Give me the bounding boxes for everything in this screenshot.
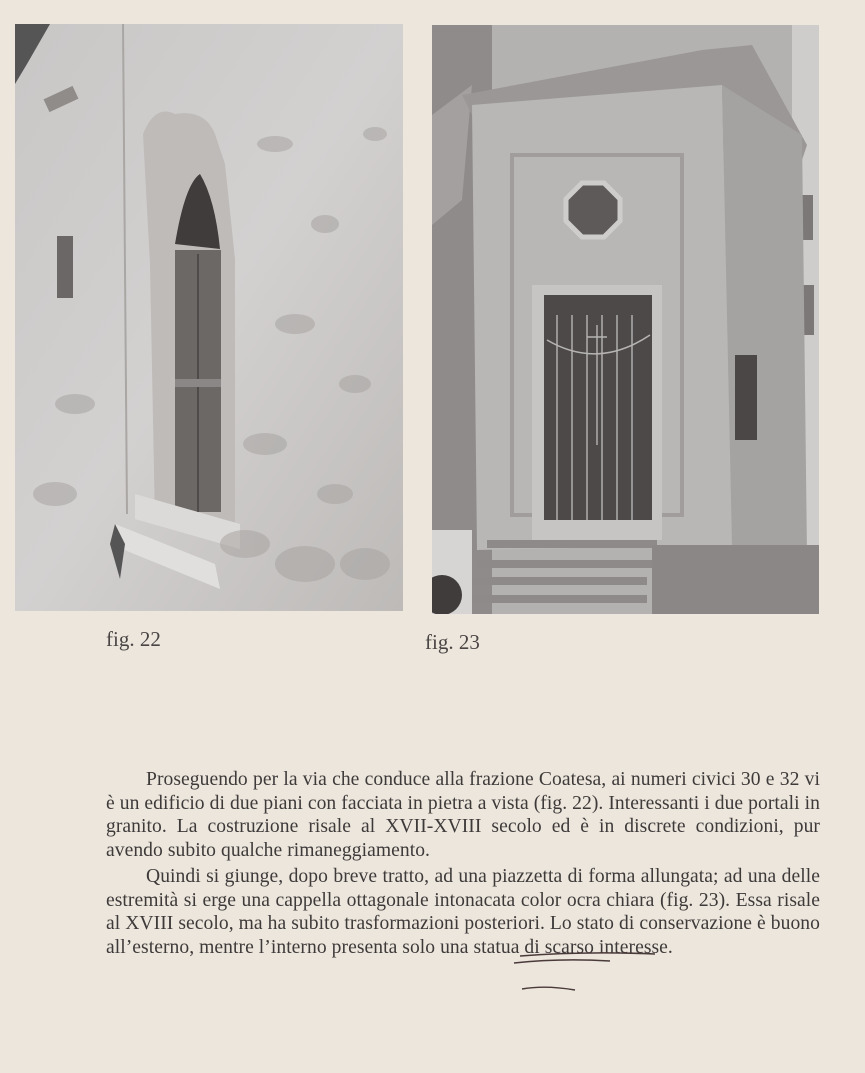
figure-23-caption: fig. 23 bbox=[425, 630, 480, 654]
body-text bbox=[106, 768, 820, 960]
octagonal-chapel-image bbox=[432, 25, 819, 614]
figure-23-photo bbox=[432, 25, 819, 614]
paragraph-coatesa: Proseguendo per la via che conduce alla frazione Coatesa, ai numeri civici 30 e 32 vi è un edificio di due piani con facciata in pietra a vista (fig. 22). Interessanti i due portali in granito. La costruzione risale al XVII-XVIII secolo ed è in discrete condizioni, pur avendo subito qualche rimaneggiamento. bbox=[106, 769, 820, 862]
figure-22-photo bbox=[15, 24, 403, 611]
stone-facade-image bbox=[15, 24, 403, 611]
pen-xviii-marks bbox=[510, 955, 620, 1015]
figure-22-caption: fig. 22 bbox=[106, 627, 161, 651]
paragraph-cappella: Quindi si giunge, dopo breve tratto, ad una piazzetta di forma allungata; ad una delle estremità si erge una cappella ottagonale intonacata color ocra chiara (fig. 23). Essa risale al XVIII secolo, ma ha subito trasformazioni posteriori. Lo stato di conservazione è buono all’esterno, mentre l’interno presenta solo una statua di scarso interesse. bbox=[106, 865, 820, 958]
